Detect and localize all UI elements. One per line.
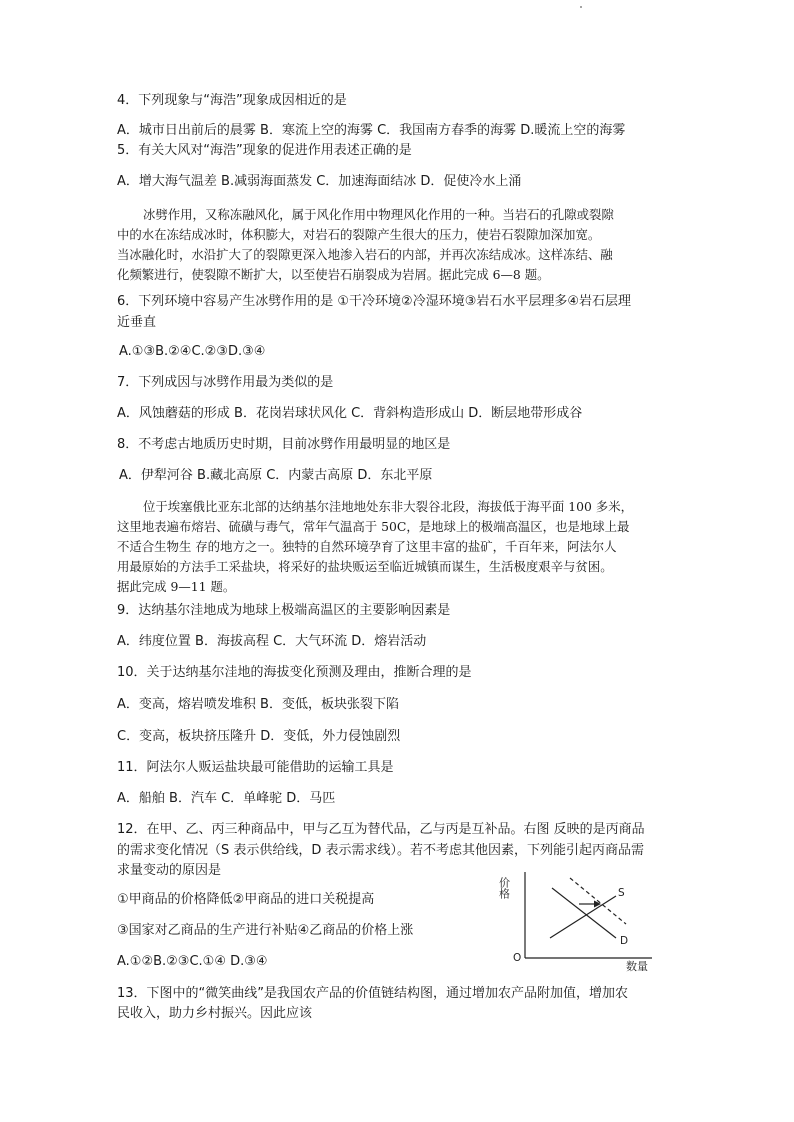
- question-12-stem: 12．在甲、乙、丙三种商品中，甲与乙互为替代品，乙与丙是互补品。右图 反映的是丙商品: [117, 822, 645, 837]
- question-11-options: A．船舶 B．汽车 C．单峰驼 D．马匹: [117, 791, 336, 806]
- question-5-options: A．增大海气温差 B.减弱海面蒸发 C．加速海面结冰 D．促使冷水上涌: [117, 174, 522, 189]
- question-7-stem: 7．下列成因与冰劈作用最为类似的是: [117, 375, 334, 390]
- x-axis-label: 数量: [626, 960, 648, 973]
- y-axis-label: 价格: [497, 877, 511, 899]
- passage-line: 当冰融化时，水沿扩大了的裂隙更深入地渗入岩石的内部，并再次冻结成冰。这样冻结、融: [117, 247, 613, 262]
- question-12-items-3-4: ③国家对乙商品的生产进行补贴④乙商品的价格上涨: [117, 923, 414, 938]
- shifted-demand-line: [570, 878, 626, 924]
- question-6-stem: 6．下列环境中容易产生冰劈作用的是 ①干冷环境②冷湿环境③岩石水平层理多④岩石层理: [117, 294, 632, 309]
- question-6-options: A.①③B.②④C.②③D.③④: [119, 344, 266, 359]
- question-9-options: A．纬度位置 B．海拔高程 C．大气环流 D．熔岩活动: [117, 634, 427, 649]
- question-13-stem-cont: 民收入，助力乡村振兴。因此应该: [117, 1006, 313, 1021]
- origin-label: O: [513, 952, 522, 964]
- question-12-stem-cont: 的需求变化情况（S 表示供给线，D 表示需求线）。若不考虑其他因素，下列能引起丙商品需: [117, 843, 645, 858]
- demand-label: D: [620, 935, 629, 947]
- supply-label: S: [618, 887, 625, 899]
- question-12-items-1-2: ①甲商品的价格降低②甲商品的进口关税提高: [117, 892, 375, 907]
- passage-line: 不适合生物生 存的地方之一。独特的自然环境孕育了这里丰富的盐矿，千百年来，阿法尔人: [117, 539, 617, 554]
- question-7-options: A．风蚀蘑菇的形成 B．花岗岩球状风化 C．背斜构造形成山 D．断层地带形成谷: [117, 406, 583, 421]
- question-4-stem: 4．下列现象与“海浩”现象成因相近的是: [117, 93, 347, 108]
- question-10-options-cd: C．变高，板块挤压隆升 D．变低，外力侵蚀剧烈: [117, 729, 401, 744]
- passage-line: 冰劈作用，又称冻融风化，属于风化作用中物理风化作用的一种。当岩石的孔隙或裂隙: [143, 207, 614, 222]
- passage-frost-wedging: [117, 205, 679, 285]
- question-8-options: A．伊犁河谷 B.藏北高原 C．内蒙古高原 D．东北平原: [119, 468, 433, 483]
- question-11-stem: 11．阿法尔人贩运盐块最可能借助的运输工具是: [117, 760, 394, 775]
- question-9-stem: 9．达纳基尔洼地成为地球上极端高温区的主要影响因素是: [117, 603, 451, 618]
- passage-danakil-depression: [117, 497, 679, 597]
- question-10-stem: 10．关于达纳基尔洼地的海拔变化预测及理由，推断合理的是: [117, 665, 472, 680]
- passage-line: 化频繁进行，使裂隙不断扩大，以至使岩石崩裂成为岩屑。据此完成 6—8 题。: [117, 267, 550, 282]
- question-6-stem-cont: 近垂直: [117, 315, 157, 330]
- passage-line: 位于埃塞俄比亚东北部的达纳基尔洼地地处东非大裂谷北段，海拔低于海平面 100 多米，: [143, 499, 633, 514]
- question-8-stem: 8．不考虑古地质历史时期，目前冰劈作用最明显的地区是: [117, 437, 451, 452]
- supply-line: [550, 896, 616, 938]
- question-5-stem: 5．有关大风对“海浩”现象的促进作用表述正确的是: [117, 143, 412, 158]
- question-10-options-ab: A．变高，熔岩喷发堆积 B．变低，板块张裂下陷: [117, 697, 399, 712]
- passage-line: 据此完成 9—11 题。: [117, 579, 236, 594]
- scan-dot: [580, 6, 582, 8]
- question-13-stem: 13．下图中的“微笑曲线”是我国农产品的价值链结构图，通过增加农产品附加值，增加农: [117, 986, 629, 1001]
- passage-line: 中的水在冻结成冰时，体积膨大，对岩石的裂隙产生很大的压力，使岩石裂隙加深加宽。: [117, 227, 601, 242]
- passage-line: 用最原始的方法手工采盐块，将采好的盐块贩运至临近城镇而谋生，生活极度艰辛与贫困。: [117, 559, 613, 574]
- question-4-options: A．城市日出前后的晨雾 B．寒流上空的海雾 C．我国南方春季的海雾 D.暖流上空的海雾: [117, 123, 626, 138]
- question-12-options: A.①②B.②③C.①④ D.③④: [117, 954, 268, 969]
- question-12-stem-cont: 求量变动的原因是: [117, 863, 222, 878]
- supply-demand-diagram: [497, 868, 660, 973]
- passage-line: 这里地表遍布熔岩、硫磺与毒气，常年气温高于 50C，是地球上的极端高温区，也是地球上最: [117, 519, 630, 534]
